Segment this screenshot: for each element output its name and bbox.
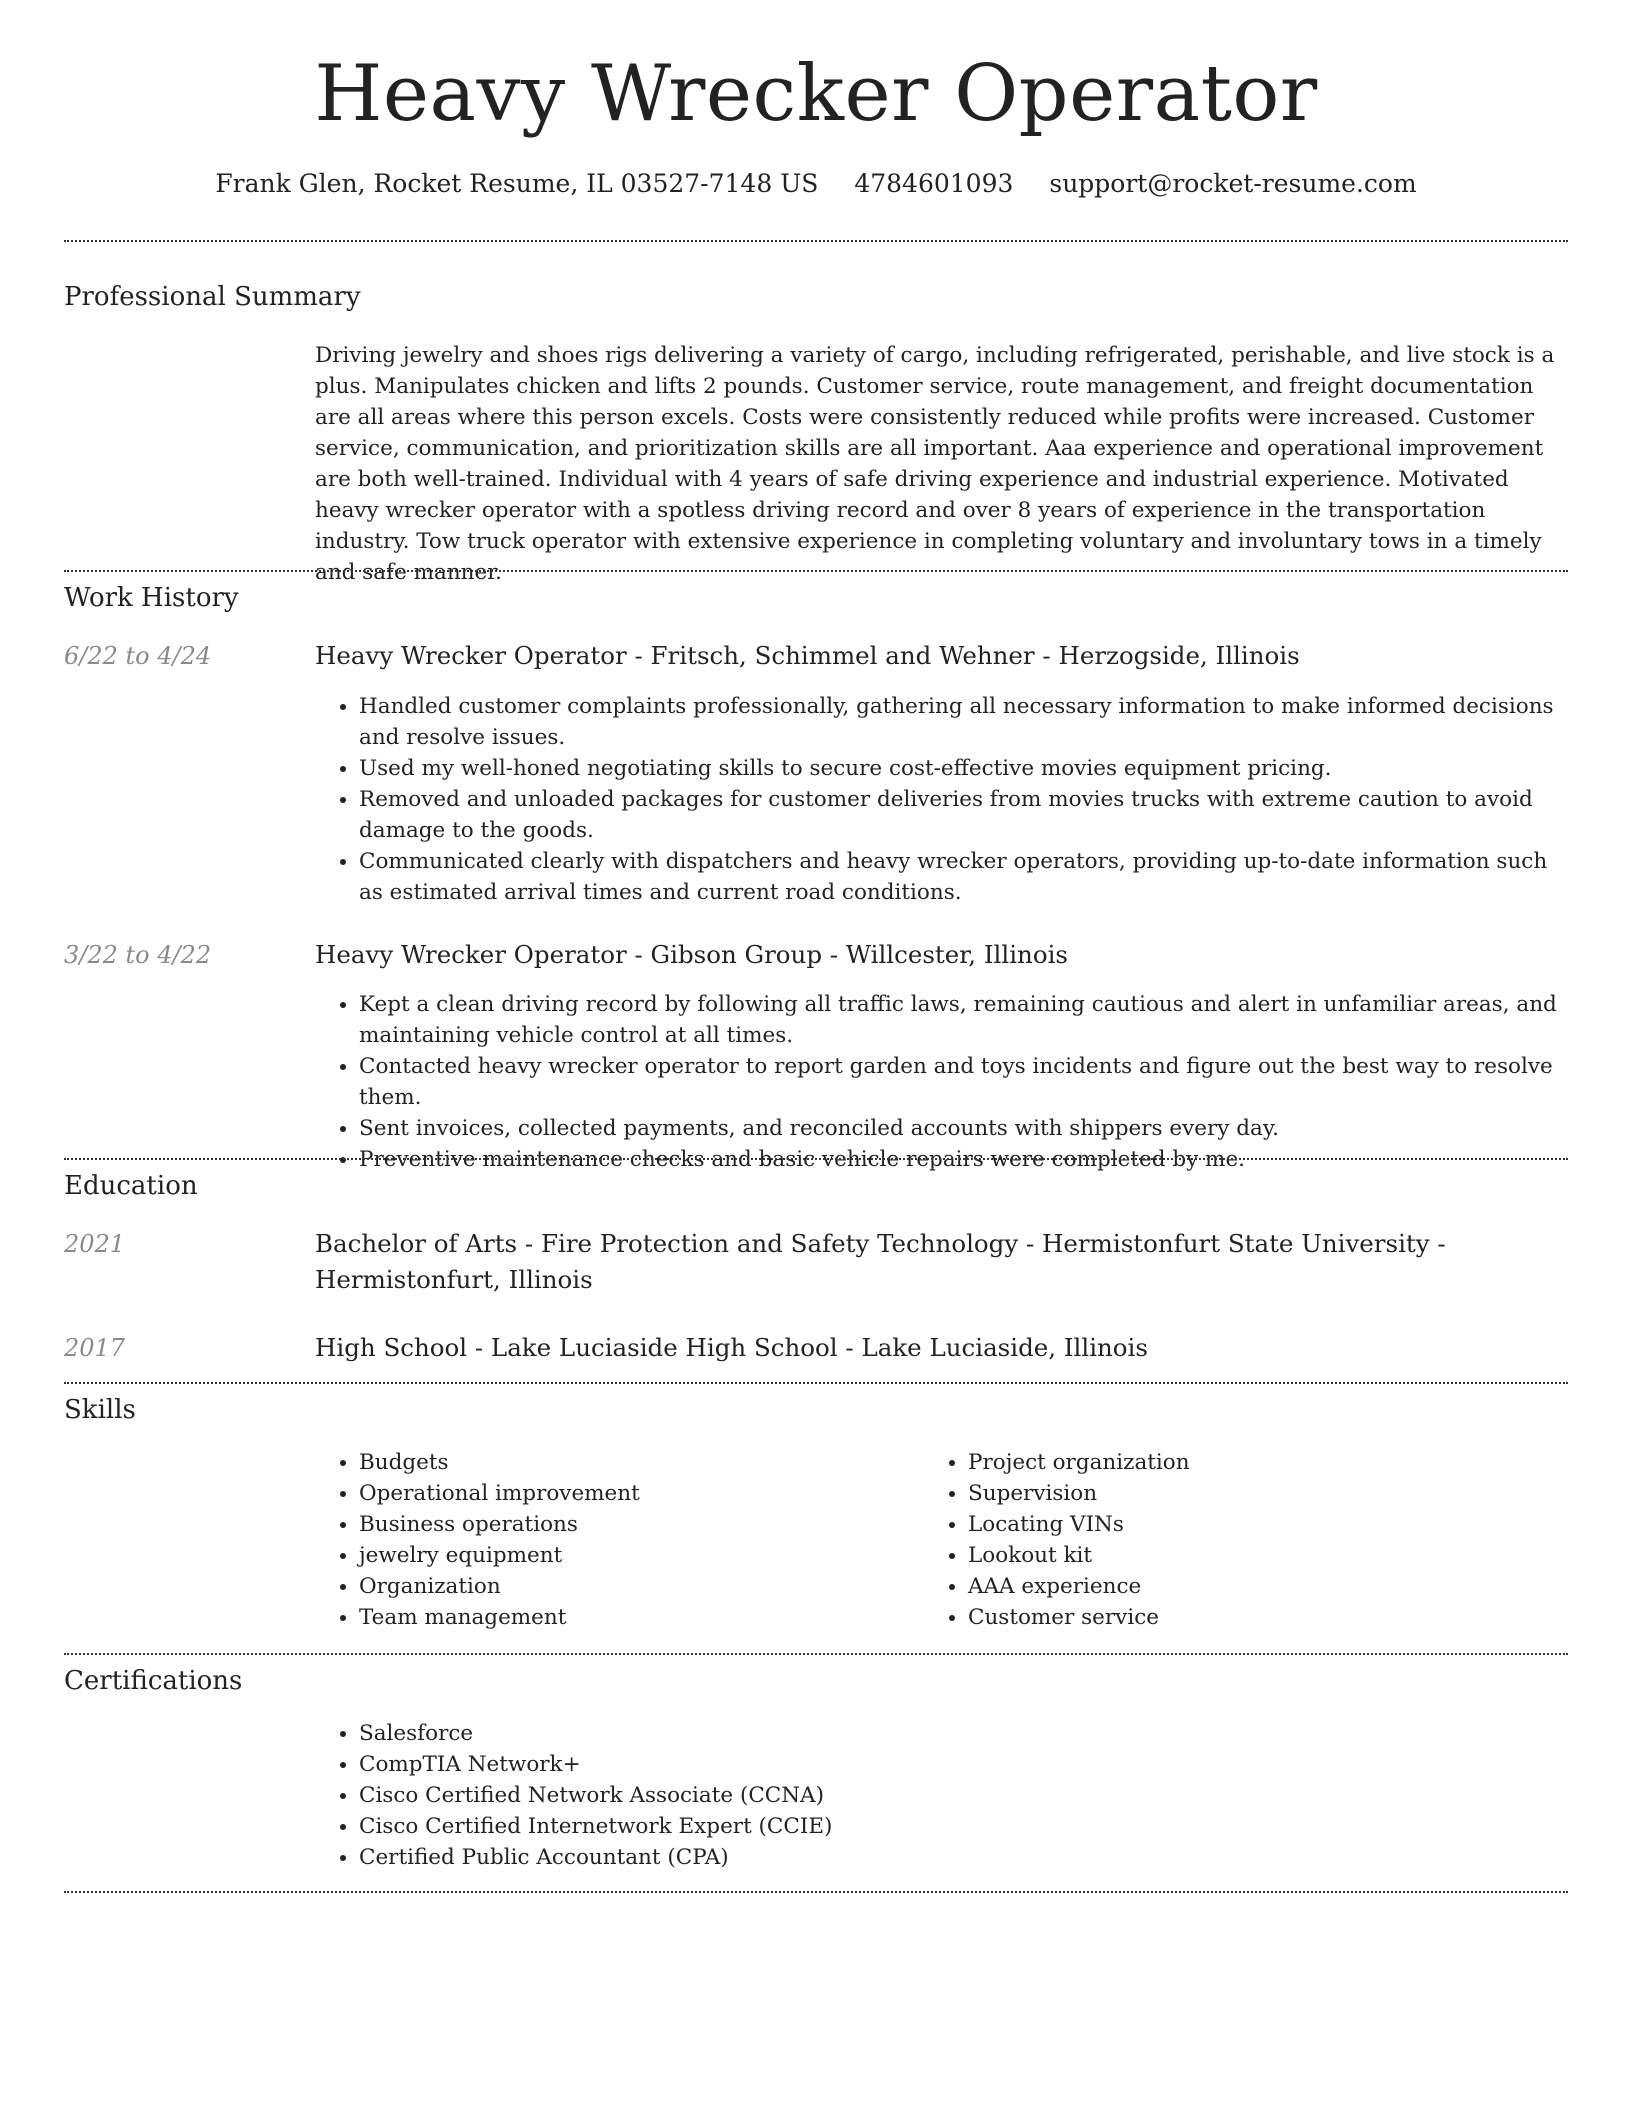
skill-item: • jewelry equipment	[359, 1540, 959, 1571]
skill-item: • Project organization	[968, 1447, 1568, 1478]
contact-email: support@rocket-resume.com	[1049, 169, 1417, 198]
certification-item: • Cisco Certified Network Associate (CCNA)	[359, 1780, 1559, 1811]
divider	[64, 240, 1568, 242]
skills-list-left	[315, 1447, 959, 1633]
summary-text: Driving jewelry and shoes rigs delivering a variety of cargo, including refrigerated, perishable, and live stock is a plus. Manipulates chicken and lifts 2 pounds. Customer service, route management, and freight documentation are all areas where this person excels. Costs were consistently reduced while profits were increased. Customer service, communication, and prioritization skills are all important. Aaa experience and operational improvement are both well-trained. Individual with 4 years of safe driving experience and industrial experience. Motivated heavy wrecker operator with a spotless driving record and over 8 years of experience in the transportation industry. Tow truck operator with extensive experience in completing voluntary and involuntary tows in a timely and safe manner.	[315, 343, 1555, 585]
divider	[64, 570, 1568, 572]
skill-item: • Supervision	[968, 1478, 1568, 1509]
divider	[64, 1891, 1568, 1893]
education-year: 2017	[64, 1334, 126, 1362]
job-dates: 3/22 to 4/22	[64, 941, 212, 969]
skill-item: • Organization	[359, 1571, 959, 1602]
list-item: • Used my well-honed negotiating skills to secure cost-effective movies equipment pricing.	[359, 753, 1568, 784]
skill-item: • AAA experience	[968, 1571, 1568, 1602]
skill-item: • Operational improvement	[359, 1478, 959, 1509]
divider	[64, 1382, 1568, 1384]
list-item: • Sent invoices, collected payments, and reconciled accounts with shippers every day.	[359, 1113, 1568, 1144]
skill-item: • Business operations	[359, 1509, 959, 1540]
contact-phone: 4784601093	[854, 169, 1014, 198]
contact-line	[0, 168, 1632, 201]
divider	[64, 1653, 1568, 1655]
job-heading: Heavy Wrecker Operator - Fritsch, Schimmel and Wehner - Herzogside, Illinois	[315, 641, 1300, 670]
section-title-certifications: Certifications	[64, 1666, 243, 1696]
education-year: 2021	[64, 1230, 126, 1258]
job-heading: Heavy Wrecker Operator - Gibson Group - Willcester, Illinois	[315, 940, 1068, 969]
section-title-education: Education	[64, 1171, 198, 1201]
divider	[64, 1158, 1568, 1160]
list-item: • Preventive maintenance checks and basic vehicle repairs were completed by me.	[359, 1144, 1568, 1175]
section-title-summary: Professional Summary	[64, 282, 361, 312]
skill-item: • Customer service	[968, 1602, 1568, 1633]
certification-item: • Cisco Certified Internetwork Expert (CCIE)	[359, 1811, 1559, 1842]
education-heading: Bachelor of Arts - Fire Protection and Safety Technology - Hermistonfurt State University - Hermistonfurt, Illinois	[315, 1229, 1446, 1294]
list-item: • Removed and unloaded packages for customer deliveries from movies trucks with extreme caution to avoid damage to the goods.	[359, 784, 1568, 846]
job-bullets	[315, 691, 1568, 908]
contact-address: Frank Glen, Rocket Resume, IL 03527-7148 US	[215, 169, 819, 198]
job-bullets	[315, 989, 1568, 1175]
section-title-work: Work History	[64, 583, 239, 613]
certification-item: • Salesforce	[359, 1718, 1559, 1749]
resume-name: Heavy Wrecker Operator	[314, 49, 1318, 139]
skill-item: • Budgets	[359, 1447, 959, 1478]
list-item: • Handled customer complaints professionally, gathering all necessary information to make informed decisions and resolve issues.	[359, 691, 1568, 753]
list-item: • Kept a clean driving record by following all traffic laws, remaining cautious and alert in unfamiliar areas, and maintaining vehicle control at all times.	[359, 989, 1568, 1051]
education-heading: High School - Lake Luciaside High School - Lake Luciaside, Illinois	[315, 1333, 1148, 1362]
section-title-skills: Skills	[64, 1395, 136, 1425]
certification-item: • Certified Public Accountant (CPA)	[359, 1842, 1559, 1873]
certification-item: • CompTIA Network+	[359, 1749, 1559, 1780]
skill-item: • Locating VINs	[968, 1509, 1568, 1540]
job-dates: 6/22 to 4/24	[64, 642, 212, 670]
list-item: • Contacted heavy wrecker operator to report garden and toys incidents and figure out the best way to resolve them.	[359, 1051, 1568, 1113]
skill-item: • Team management	[359, 1602, 959, 1633]
skill-item: • Lookout kit	[968, 1540, 1568, 1571]
skills-list-right	[924, 1447, 1568, 1633]
certifications-list	[315, 1718, 1559, 1873]
list-item: • Communicated clearly with dispatchers and heavy wrecker operators, providing up-to-date information such as estimated arrival times and current road conditions.	[359, 846, 1568, 908]
